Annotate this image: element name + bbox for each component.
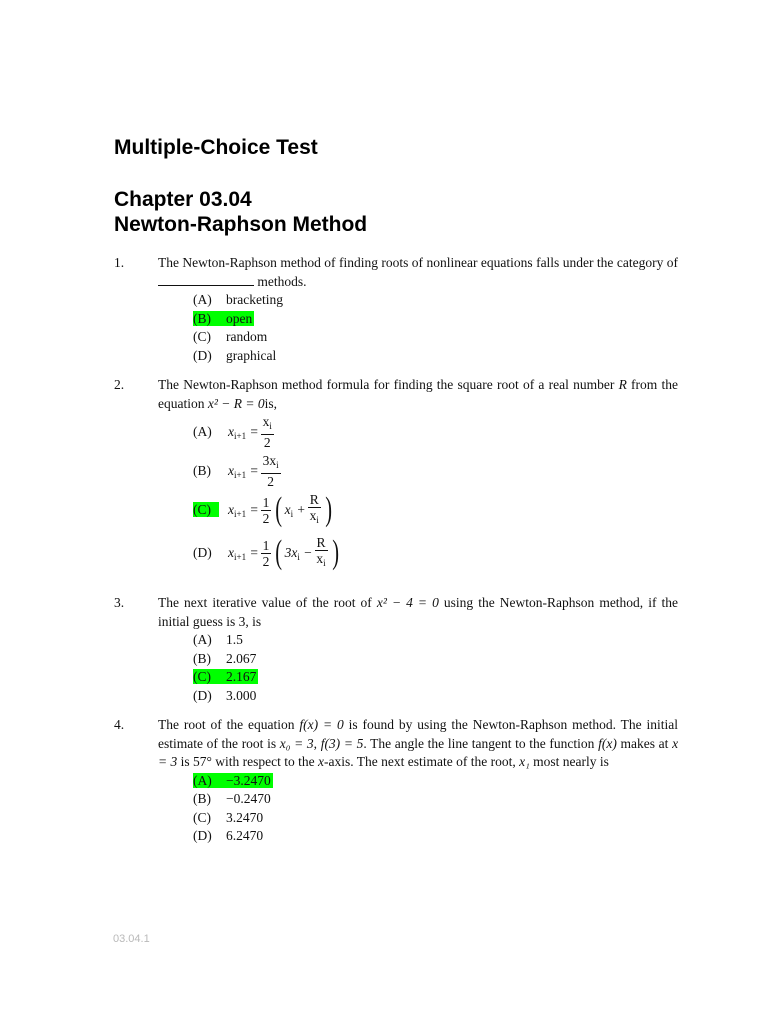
q3-option-c[interactable] [193, 668, 678, 687]
q2-option-b[interactable]: (B) $x_{i+1}$ = $\frac{3x_i}{2}$ [193, 453, 279, 489]
q1-option-b[interactable] [193, 310, 678, 329]
q3-option-a[interactable]: (A) 1.5 [193, 632, 243, 647]
question-3-text: The next iterative value of the root of x² − 4 = 0 using the Newton-Raphson method, if the initial guess is 3, is [158, 595, 679, 629]
answer-blank [158, 273, 254, 286]
q4-option-b[interactable]: (B) −0.2470 [193, 791, 271, 806]
question-4 [114, 716, 678, 846]
q4-option-a[interactable] [193, 772, 678, 791]
q3-option-d[interactable]: (D) 3.000 [193, 687, 257, 703]
correct-answer-highlight: (A) −3.2470 [193, 772, 271, 788]
chapter-topic: Newton-Raphson Method [114, 213, 368, 236]
chapter-number: Chapter 03.04 [114, 188, 252, 211]
q1-option-a[interactable]: (A) bracketing [193, 292, 283, 307]
question-3-number: 3. [114, 595, 125, 610]
page-number: 03.04.1 [113, 933, 150, 945]
correct-answer-highlight: (C) 2.167 [193, 669, 257, 684]
q1-option-d[interactable]: (D) graphical [193, 347, 277, 363]
question-2-number: 2. [114, 377, 125, 392]
q4-option-c[interactable]: (C) 3.2470 [193, 809, 264, 825]
question-1 [114, 254, 678, 365]
correct-answer-highlight: (B) open [193, 310, 253, 326]
question-1-number: 1. [114, 255, 125, 270]
q2-option-a[interactable]: (A) $x_{i+1}$ = $\frac{x_i}{2}$ [193, 414, 272, 450]
q3-option-b[interactable]: (B) 2.067 [193, 650, 257, 666]
test-title: Multiple-Choice Test [114, 136, 318, 159]
question-2-text: The Newton-Raphson method formula for finding the square root of a real number R from the equation x² − R = 0is, [158, 377, 679, 411]
correct-answer-highlight: (C) [193, 502, 219, 517]
question-1-options [193, 291, 678, 365]
question-3-options [193, 631, 678, 705]
q1-option-c[interactable]: (C) random [193, 329, 268, 344]
question-2 [114, 376, 678, 413]
q2-option-d[interactable]: (D) $x_{i+1}$ = $\frac{1}{2}$ ( $3x_i$ − $\frac{R}{x_i}$ ) [193, 534, 339, 571]
question-4-text: The root of the equation f(x) = 0 is found by using the Newton-Raphson method. The initial estimate of the root is x₀ = 3, f(3) = 5. The angle the line tangent to the function f(x) makes at x = 3 is 57° with respect to the x-axis. The next estimate of the root, x₁ most nearly is [158, 717, 679, 769]
question-4-options [193, 772, 678, 846]
question-4-number: 4. [114, 717, 125, 732]
q4-option-d[interactable]: (D) 6.2470 [193, 828, 264, 843]
question-1-text: The Newton-Raphson method of finding roots of nonlinear equations falls under the category of methods. [158, 255, 678, 289]
q2-option-c[interactable]: (C) $x_{i+1}$ = $\frac{1}{2}$ ( $x_i$ + $\frac{R}{x_i}$ ) [193, 491, 332, 528]
question-3 [114, 594, 678, 705]
